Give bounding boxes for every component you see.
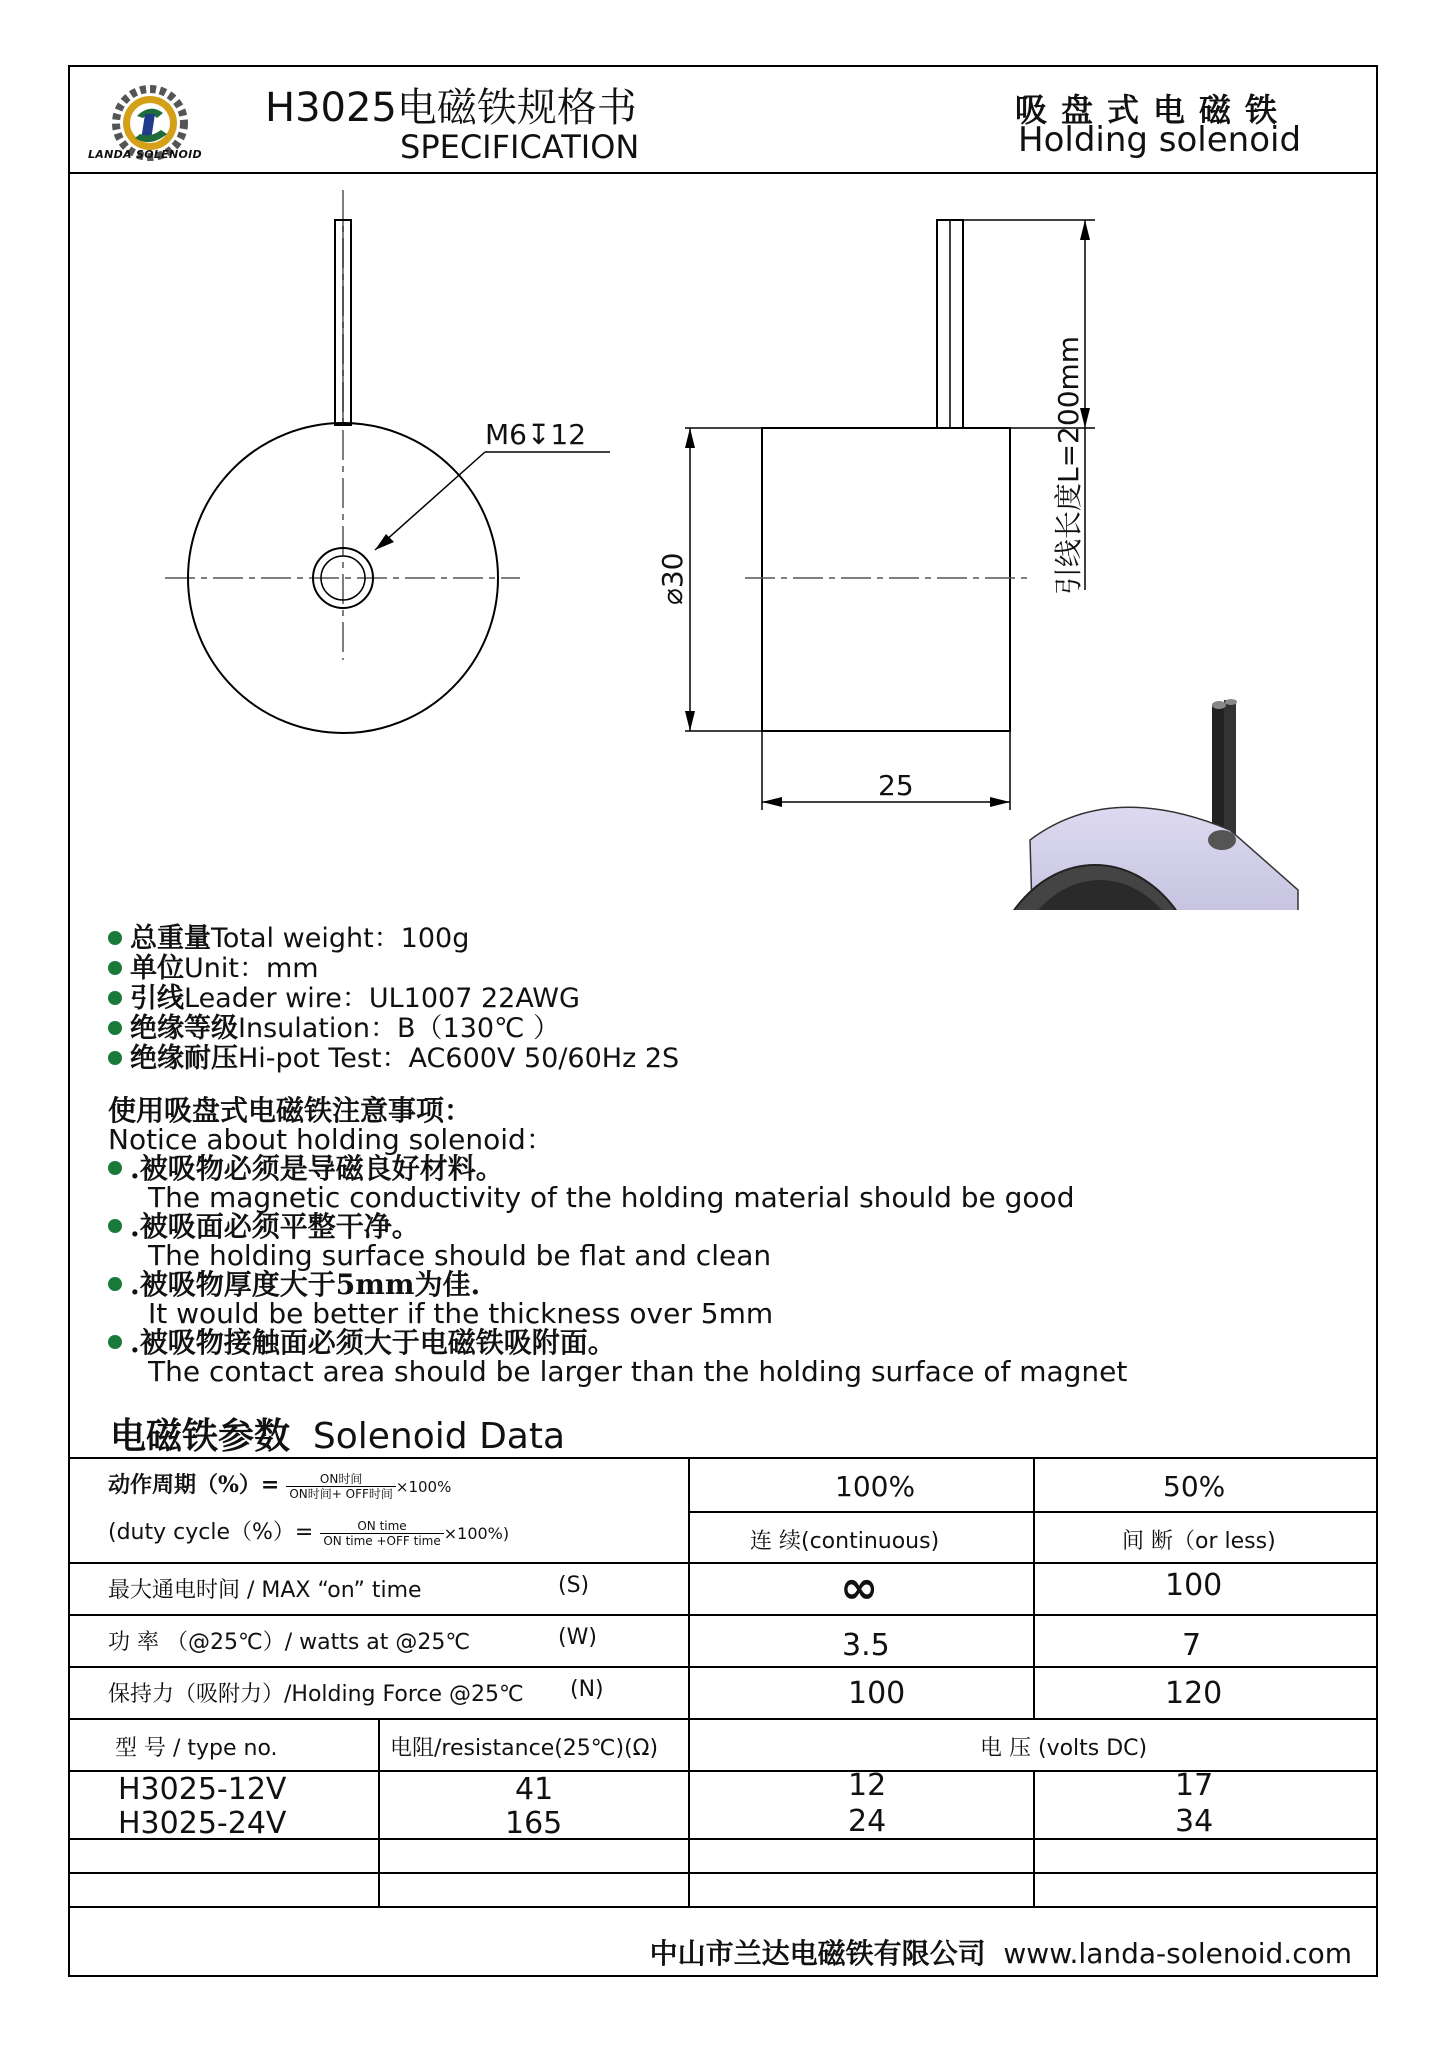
footer (650, 1932, 1352, 1972)
spec-item: 引线Leader wire：UL1007 22AWG (108, 984, 679, 1014)
notice-block (108, 1096, 1127, 1386)
notice-item: .被吸物接触面必须大于电磁铁吸附面。 (108, 1328, 1127, 1357)
col1-percent: 100% (835, 1470, 916, 1503)
bullet-icon (108, 931, 122, 945)
row-watts-unit: (W) (558, 1625, 597, 1650)
col1-mode: 连 续(continuous) (750, 1529, 940, 1554)
model-voltage-2: 34 (1175, 1804, 1214, 1839)
footer-url[interactable]: www.landa-solenoid.com (1003, 1937, 1352, 1970)
model-voltage-1: 24 (848, 1804, 887, 1839)
row-max-on-time-v2: 100 (1165, 1568, 1223, 1603)
bullet-icon (108, 961, 122, 975)
page-subtitle: SPECIFICATION (400, 128, 640, 166)
lead-length-label: 引线长度L=200mm (1052, 335, 1085, 595)
row-holding-force-v1: 100 (848, 1676, 906, 1711)
row-max-on-time-v1: ∞ (840, 1560, 879, 1614)
bullet-icon (108, 991, 122, 1005)
duty-cycle-en: (duty cycle（%）= $\frac{\text{ON time}}{\text{ON time +OFF time}}$ ×100%) (108, 1518, 510, 1548)
page-title: H3025电磁铁规格书 (265, 85, 637, 131)
model-resistance: 165 (505, 1806, 563, 1841)
notice-item: .被吸物必须是导磁良好材料。 (108, 1154, 1127, 1183)
spec-item: 绝缘耐压Hi-pot Test：AC600V 50/60Hz 2S (108, 1044, 679, 1074)
width-label: 25 (878, 769, 914, 802)
diameter-label: ⌀30 (656, 552, 689, 605)
bullet-icon (108, 1335, 122, 1349)
section-title: 电磁铁参数 Solenoid Data (110, 1415, 566, 1457)
model-type: H3025-24V (118, 1806, 287, 1841)
notice-item: .被吸物厚度大于5mm为佳. (108, 1270, 1127, 1299)
spec-item: 总重量Total weight：100g (108, 924, 679, 954)
head-resistance: 电阻/resistance(25℃)(Ω) (390, 1736, 659, 1761)
duty-cycle-cn: 动作周期（%）= $\frac{\text{ON时间}}{\text{ON时间+ OFF时间}}$ ×100% (108, 1471, 452, 1501)
spec-item: 绝缘等级Insulation：B（130℃ ） (108, 1014, 679, 1044)
notice-title-en: Notice about holding solenoid： (108, 1123, 554, 1156)
notice-item-en: It would be better if the thickness over 5mm (148, 1297, 774, 1330)
notice-item-en: The magnetic conductivity of the holding material should be good (148, 1181, 1075, 1214)
row-max-on-time-unit: (S) (558, 1573, 590, 1598)
col2-percent: 50% (1163, 1470, 1226, 1503)
row-watts-v1: 3.5 (842, 1628, 890, 1663)
notice-title-cn: 使用吸盘式电磁铁注意事项： (108, 1094, 473, 1127)
spec-list (108, 924, 679, 1074)
col2-mode: 间 断（or less) (1122, 1529, 1276, 1554)
row-holding-force-v2: 120 (1165, 1676, 1223, 1711)
solenoid-3d-render (985, 699, 1298, 910)
notice-item-en: The contact area should be larger than the holding surface of magnet (148, 1355, 1128, 1388)
product-type-cn: 吸盘式电磁铁 (1015, 91, 1292, 129)
model-voltage-1: 12 (848, 1768, 887, 1803)
model-voltage-2: 17 (1175, 1768, 1214, 1803)
row-holding-force-unit: (N) (570, 1677, 604, 1702)
header-divider (68, 172, 1378, 174)
model-resistance: 41 (515, 1772, 554, 1807)
head-type: 型 号 / type no. (115, 1736, 278, 1761)
row-watts-v2: 7 (1182, 1628, 1202, 1663)
row-holding-force-label: 保持力（吸附力）/Holding Force @25℃ (108, 1682, 524, 1707)
bullet-icon (108, 1277, 122, 1291)
thread-label: M6↧12 (485, 418, 587, 451)
product-type-en: Holding solenoid (1018, 120, 1302, 160)
footer-company: 中山市兰达电磁铁有限公司 (649, 1937, 986, 1970)
row-max-on-time-label: 最大通电时间 / MAX “on” time (108, 1578, 422, 1603)
front-view (165, 190, 610, 733)
technical-drawing (150, 190, 1300, 910)
notice-item: .被吸面必须平整干净。 (108, 1212, 1127, 1241)
row-watts-label: 功 率 （@25℃）/ watts at @25℃ (108, 1630, 471, 1655)
logo-text: LANDA SOLENOID (88, 148, 202, 161)
side-view (656, 220, 1095, 810)
notice-item-en: The holding surface should be flat and clean (148, 1239, 772, 1272)
spec-item: 单位Unit：mm (108, 954, 679, 984)
model-type: H3025-12V (118, 1772, 287, 1807)
bullet-icon (108, 1219, 122, 1233)
head-voltage: 电 压 (volts DC) (980, 1736, 1148, 1761)
bullet-icon (108, 1051, 122, 1065)
bullet-icon (108, 1021, 122, 1035)
bullet-icon (108, 1161, 122, 1175)
